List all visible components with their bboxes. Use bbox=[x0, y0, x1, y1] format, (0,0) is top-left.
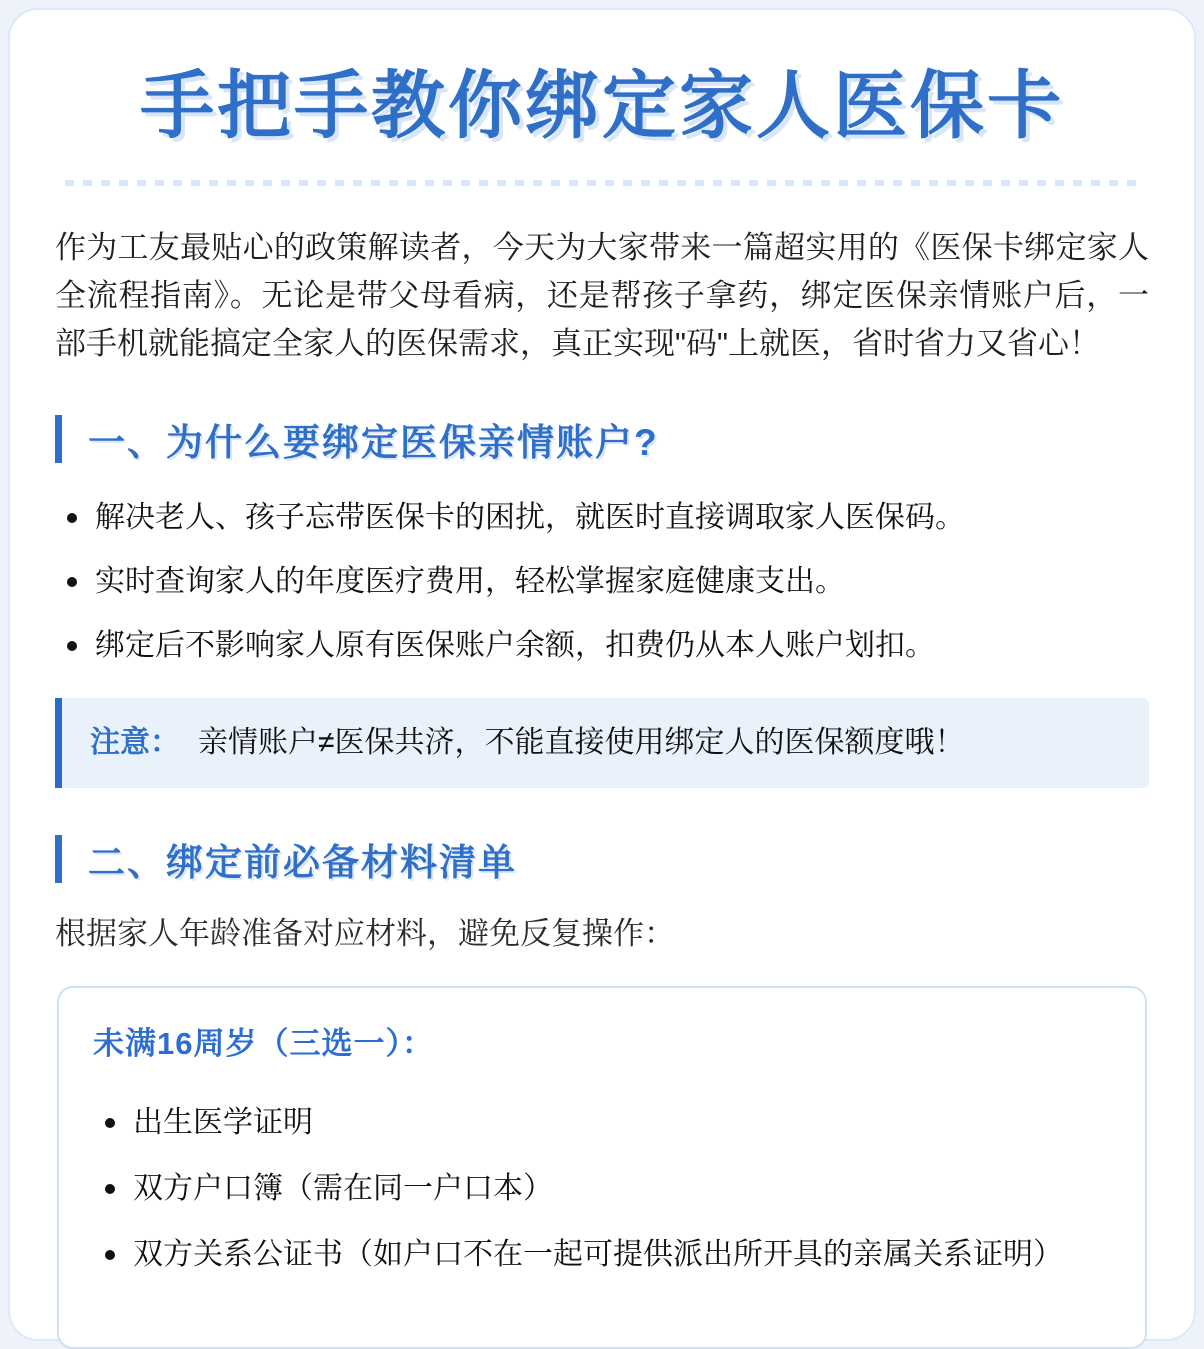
list-item: 实时查询家人的年度医疗费用，轻松掌握家庭健康支出。 bbox=[55, 562, 1149, 602]
list-item: 出生医学证明 bbox=[93, 1103, 1111, 1143]
note-callout bbox=[55, 698, 1149, 788]
page-title: 手把手教你绑定家人医保卡 bbox=[140, 64, 1064, 147]
list-item: 双方关系公证书（如户口不在一起可提供派出所开具的亲属关系证明） bbox=[93, 1235, 1111, 1275]
section-heading-2-label: 二、绑定前必备材料清单 bbox=[88, 841, 517, 883]
section-heading-1 bbox=[55, 412, 1149, 466]
list-item: 解决老人、孩子忘带医保卡的困扰，就医时直接调取家人医保码。 bbox=[55, 498, 1149, 538]
section-heading-1-label: 一、为什么要绑定医保亲情账户? bbox=[88, 421, 659, 463]
article-content bbox=[10, 56, 1194, 1349]
list-item: 双方户口簿（需在同一户口本） bbox=[93, 1169, 1111, 1209]
prep-instruction: 根据家人年龄准备对应材料，避免反复操作： bbox=[55, 915, 675, 951]
materials-card-heading: 未满16周岁（三选一）： bbox=[93, 1025, 434, 1061]
materials-card bbox=[57, 986, 1147, 1349]
list-item: 绑定后不影响家人原有医保账户余额，扣费仍从本人账户划扣。 bbox=[55, 626, 1149, 666]
dotted-divider bbox=[65, 180, 1139, 186]
note-label: 注意： bbox=[90, 725, 180, 759]
materials-list bbox=[93, 1103, 1111, 1275]
article-page bbox=[8, 8, 1196, 1341]
intro-paragraph: 作为工友最贴心的政策解读者，今天为大家带来一篇超实用的《医保卡绑定家人全流程指南》。无论是带父母看病，还是帮孩子拿药，绑定医保亲情账户后，一部手机就能搞定全家人的医保需求，真正实现"码"上就医，省时省力又省心！ bbox=[55, 229, 1149, 361]
benefits-list bbox=[55, 498, 1149, 666]
note-text: 亲情账户≠医保共济，不能直接使用绑定人的医保额度哦！ bbox=[198, 725, 965, 759]
section-heading-2 bbox=[55, 832, 1149, 886]
section-accent-bar bbox=[55, 835, 62, 883]
section-accent-bar bbox=[55, 415, 62, 463]
